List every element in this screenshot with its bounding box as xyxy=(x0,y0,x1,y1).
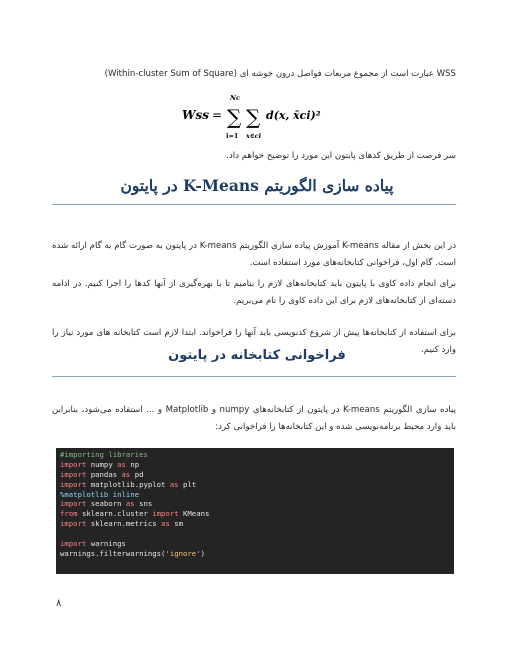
code-line: %matplotlib inline xyxy=(60,489,140,499)
wss-formula xyxy=(180,88,330,146)
code-block xyxy=(56,448,454,574)
section-intro-paragraph: در این بخش از مقاله K-means آموزش پیاده سازی الگوریتم K-means در پایتون به صورت گام به گام ارائه شده است. گام اول، فراخوانی کتابخانه‌های مورد استفاده است. xyxy=(52,241,457,268)
section-heading-rule xyxy=(52,204,456,205)
subsection-heading: فراخوانی کتابخانه در پایتون xyxy=(168,348,346,363)
formula-sigma-2: ∑ xyxy=(246,105,261,129)
code-line: import sklearn.metrics as sm xyxy=(60,519,184,529)
formula-equals: = xyxy=(212,108,223,122)
formula-lower-limit-2: x∈ci xyxy=(246,132,262,140)
formula-upper-limit: Nc xyxy=(230,94,240,102)
code-line xyxy=(60,529,450,539)
page-number: ۸ xyxy=(56,598,62,609)
formula-sigma-1: ∑ xyxy=(227,105,242,129)
later-explanation-paragraph: سر فرصت از طریق کدهای پایتون این مورد را توضیح خواهم داد. xyxy=(226,151,456,161)
code-line: import warnings xyxy=(60,539,126,549)
import-intro-paragraph: پیاده سازی الگوریتم K-means در پایتون از کتابخانه‌های numpy و Matplotlib و ... استفاده می‌شود، بنابراین باید وارد محیط برنامه‌نویسی شده و این کتابخانه‌ها را فراخوانی کرد: xyxy=(52,405,456,432)
formula-lower-limit-1: i=1 xyxy=(226,132,239,140)
formula-lhs: Wss xyxy=(182,108,209,122)
code-line: import pandas as pd xyxy=(60,469,144,479)
formula-term: d(x, x̄ci)² xyxy=(266,109,321,122)
code-line: warnings.filterwarnings('ignore') xyxy=(60,548,205,558)
import-before-coding-paragraph: برای استفاده از کتابخانه‌ها پیش از شروع کدنویسی باید آنها را فراخواند. ابتدا لازم است کتابخانه های مورد نیاز را وارد کنیم. xyxy=(52,328,456,355)
code-line: from sklearn.cluster import KMeans xyxy=(60,509,210,519)
code-line: import numpy as np xyxy=(60,459,140,469)
code-line: import seaborn as sns xyxy=(60,499,153,509)
code-line: #importing libraries xyxy=(60,450,148,459)
wss-definition-paragraph: WSS عبارت است از مجموع مربعات فواصل درون خوشه ای (Within-cluster Sum of Square) xyxy=(104,69,456,79)
libraries-paragraph: برای انجام داده کاوی با پایتون باید کتابخانه‌های لازم را بنامیم تا با بهره‌گیری از آنها کدها را اجرا کنیم. در ادامه دسته‌ای از کتابخانه‌های لازم برای این داده کاوی را نام می‌بریم. xyxy=(52,279,456,306)
code-line: import matplotlib.pyplot as plt xyxy=(60,479,197,489)
section-heading: پیاده سازی الگوریتم K-Means در پایتون xyxy=(120,176,394,195)
subsection-heading-rule xyxy=(52,376,456,377)
